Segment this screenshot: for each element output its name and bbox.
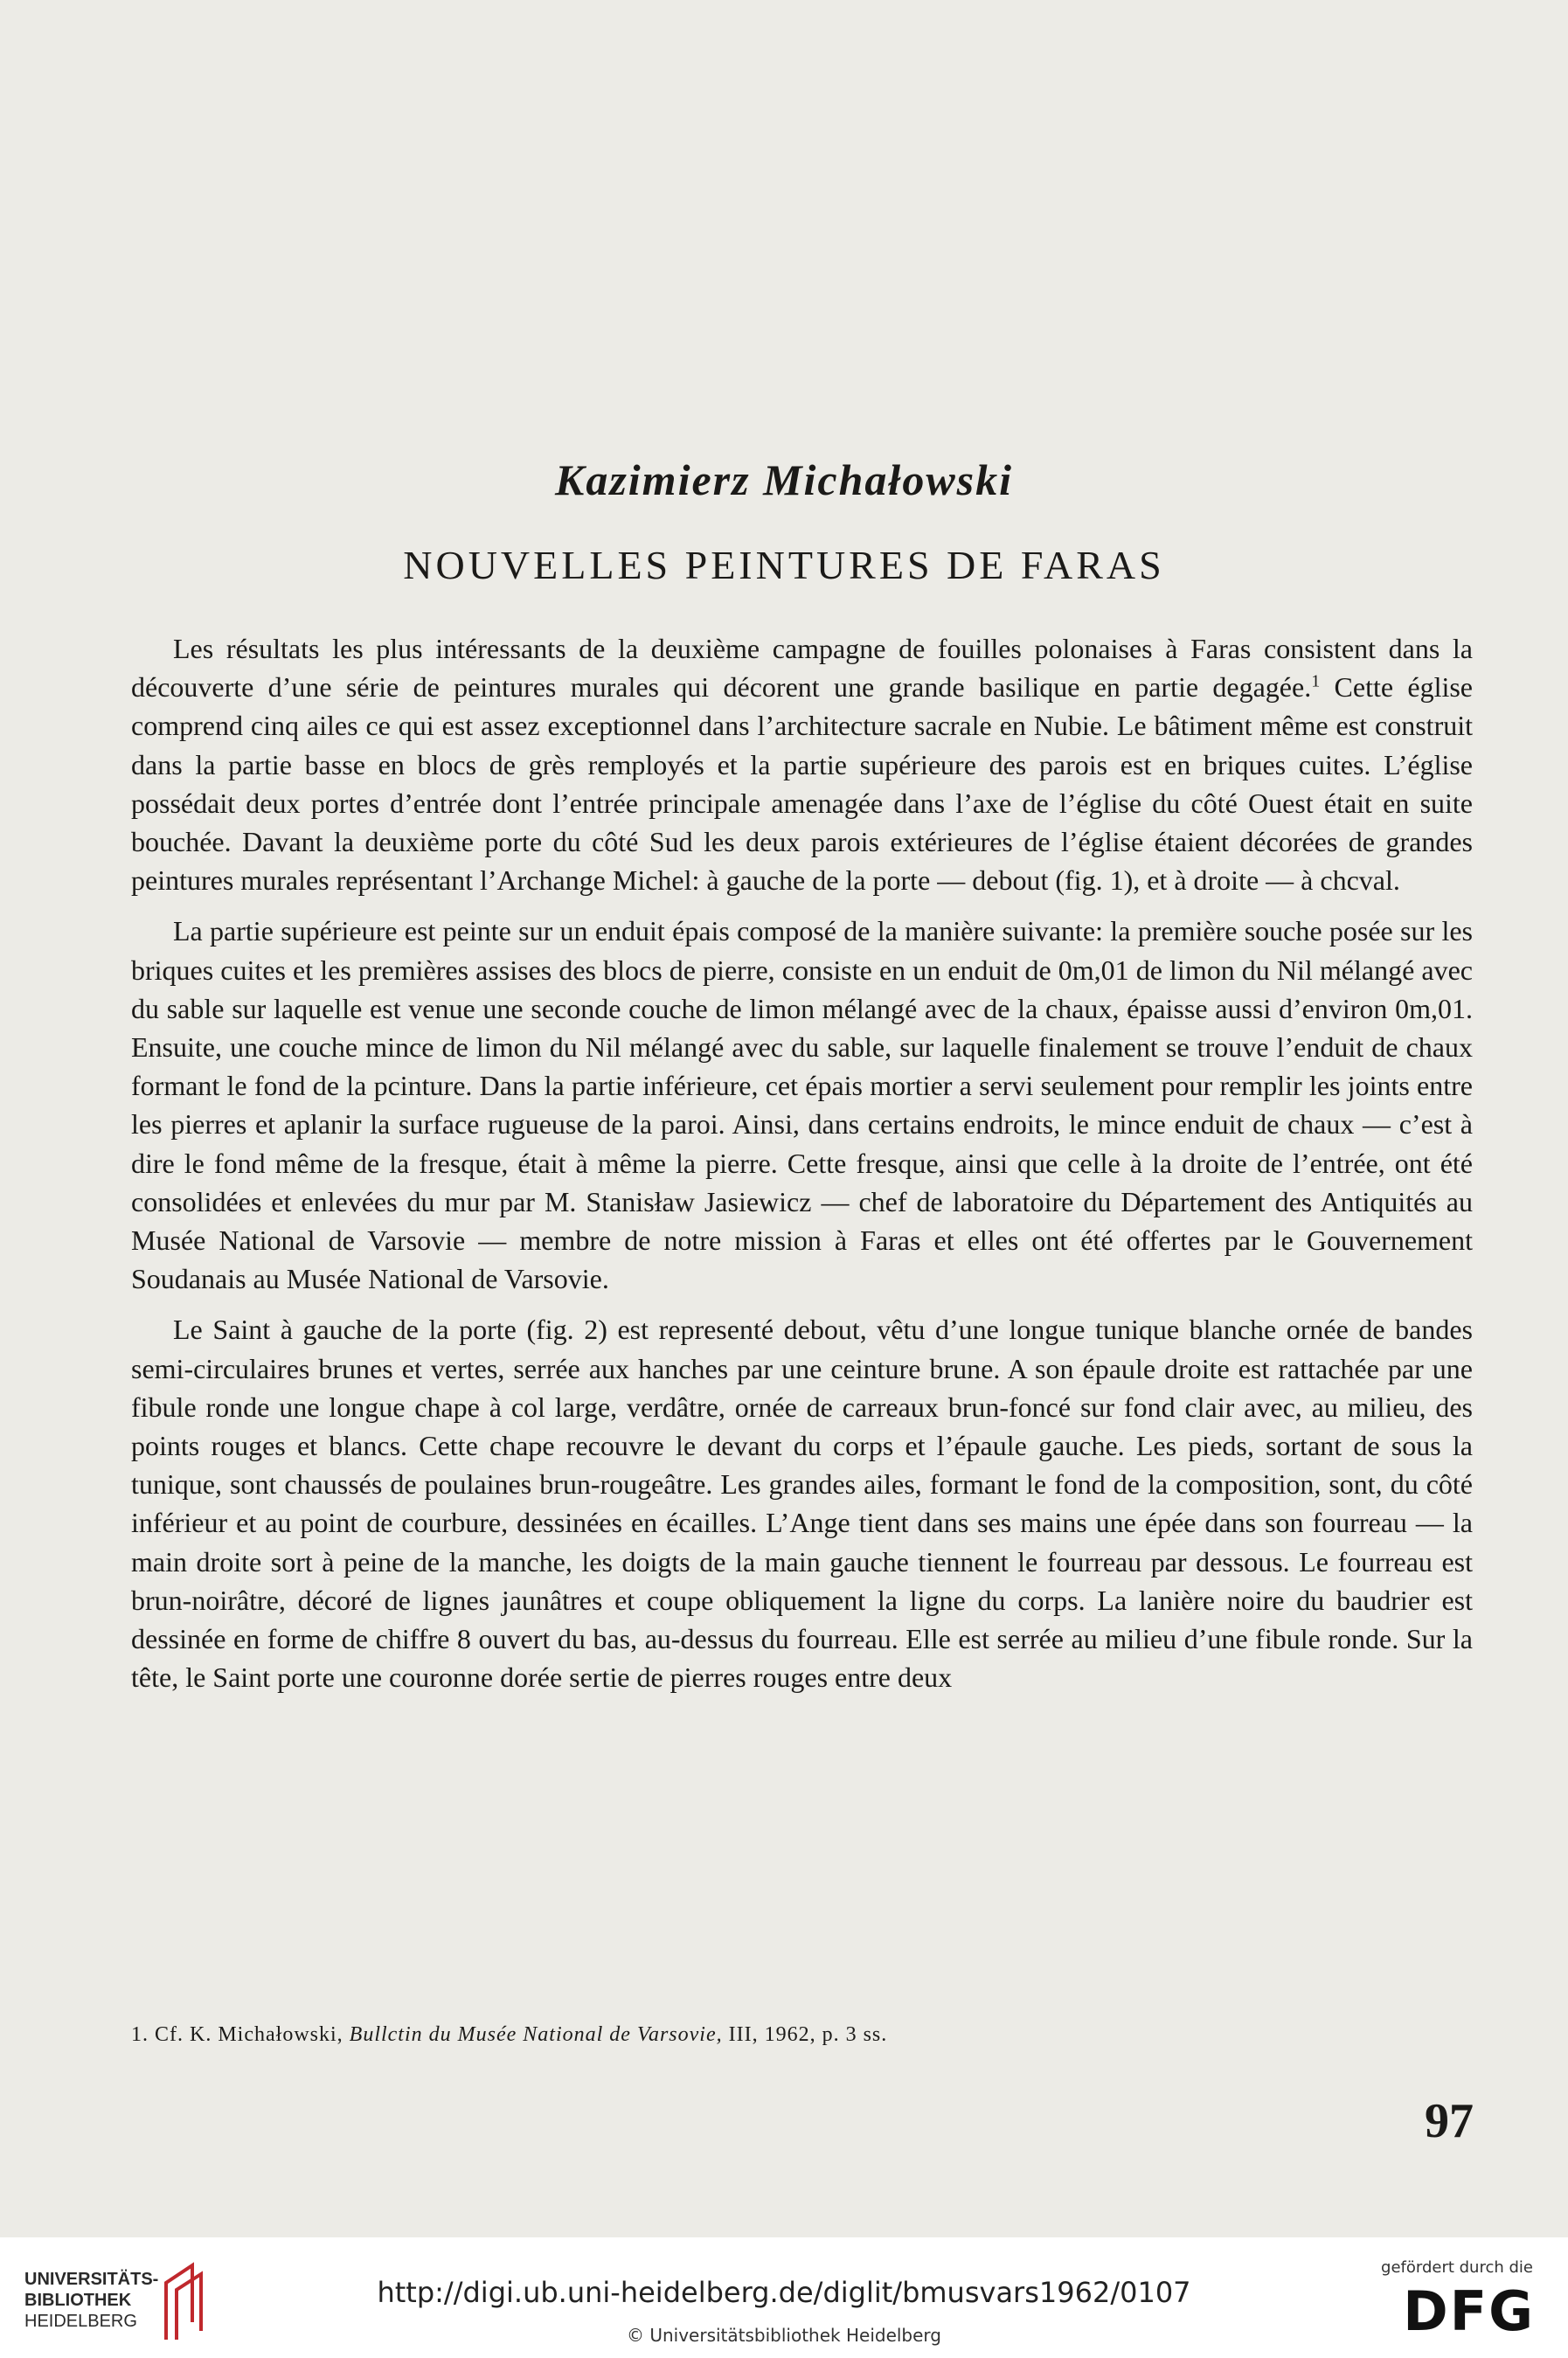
funded-by-label: gefördert durch die — [1381, 2258, 1533, 2277]
page-number: 97 — [1425, 2094, 1474, 2148]
permalink-url[interactable]: http://digi.ub.uni-heidelberg.de/diglit/bmusvars1962/0107 — [377, 2276, 1191, 2309]
library-name-line-3: HEIDELBERG — [24, 2312, 137, 2331]
footnote-ref[interactable]: 1 — [1311, 671, 1321, 691]
author-name: Kazimierz Michałowski — [554, 455, 1014, 504]
copyright-notice: © Universitätsbibliothek Heidelberg — [626, 2325, 941, 2346]
library-footer — [0, 2237, 1568, 2358]
footnote — [131, 2023, 1473, 2047]
paragraph-3: Le Saint à gauche de la porte (fig. 2) est representé debout, vêtu d’une longue tunique blanche ornée de bandes semi-circulaires brunes et vertes, serrée aux hanches par une ceinture brune. A son épaule droite est rattachée par une fibule ronde une longue chape à col large, verdâtre, ornée de carreaux brun-foncé sur fond clair avec, au milieu, des points rouges et blancs. Cette chape recouvre le devant du corps et l’épaule gauche. Les pieds, sortant de sous la tunique, sont chaussés de poulaines brun-rougeâtre. Les grandes ailes, formant le fond de la composition, sont, du côté inférieur et au point de courbure, dessinées en écailles. L’Ange tient dans ses mains une épée dans son fourreau — la main droite sort à peine de la manche, les doigts de la main gauche tiennent le fourreau par dessous. Le fourreau est brun-noirâtre, décoré de lignes jaunâtres et coupe obliquement la ligne du corps. La lanière noire du baudrier est dessinée en forme de chiffre 8 ouvert du bas, au-dessus du fourreau. Elle est serrée au milieu d’une fibule ronde. Sur la tête, le Saint porte une couronne dorée sertie de pierres rouges entre deux — [131, 1314, 1473, 1694]
footnote-number: 1. — [131, 2023, 149, 2046]
article-title: NOUVELLES PEINTURES DE FARAS — [403, 543, 1165, 587]
paragraph-1-text: Les résultats les plus intéressants de la deuxième campagne de fouilles polonaises à Faras consistent dans la découverte d’une série de peintures murales qui décorent une grande basilique en partie degagée. — [131, 633, 1473, 704]
footnote-journal: Bullctin du Musée National de Varsovie, — [349, 2023, 723, 2046]
footnote-lead: Cf. K. Michałowski, — [155, 2023, 343, 2046]
library-name-line-1: UNIVERSITÄTS- — [24, 2270, 159, 2289]
paragraph-1-text-cont: Cette église comprend cinq ailes ce qui est assez exceptionnel dans l’architecture sacrale en Nubie. Le bâtiment même est construit dans la partie basse en blocs de grès remployés et la partie supérieure des parois est en briques cuites. L’église possédait deux portes d’entrée dont l’entrée principale amenagée dans l’axe de l’église du côté Ouest était en suite bouchée. Davant la deuxième porte du côté Sud les deux parois extérieures de l’église étaient décorées de grandes peintures murales représentant l’Archange Michel: à gauche de la porte — debout (fig. 1), et à droite — à chcval. — [131, 671, 1474, 897]
paragraph-1 — [131, 629, 1473, 899]
article-body — [131, 629, 1473, 1709]
footnote-rest: III, 1962, p. 3 ss. — [728, 2023, 888, 2046]
library-name-line-2: BIBLIOTHEK — [24, 2291, 132, 2310]
paragraph-2: La partie supérieure est peinte sur un enduit épais composé de la manière suivante: la première souche posée sur les briques cuites et les premières assises des blocs de pierre, consiste en un enduit de 0m,01 de limon du Nil mélangé avec du sable sur laquelle est venue une seconde couche de limon mélangé avec de la chaux, épaisse aussi d’environ 0m,01. Ensuite, une couche mince de limon du Nil mélangé avec du sable, sur laquelle finalement se trouve l’enduit de chaux formant le fond de la pcinture. Dans la partie inférieure, cet épais mortier a servi seulement pour remplir les joints entre les pierres et aplanir la surface rugueuse de la paroi. Ainsi, dans certains endroits, le mince enduit de chaux — c’est à dire le fond même de la fresque, était à même la pierre. Cette fresque, ainsi que celle à la droite de l’entrée, ont été consolidées et enlevées du mur par M. Stanisław Jasiewicz — chef de laboratoire du Département des Antiquités au Musée National de Varsovie — membre de notre mission à Faras et elles ont été offertes par le Gouvernement Soudanais au Musée National de Varsovie. — [131, 915, 1473, 1295]
dfg-logo: DFG — [1403, 2279, 1535, 2343]
